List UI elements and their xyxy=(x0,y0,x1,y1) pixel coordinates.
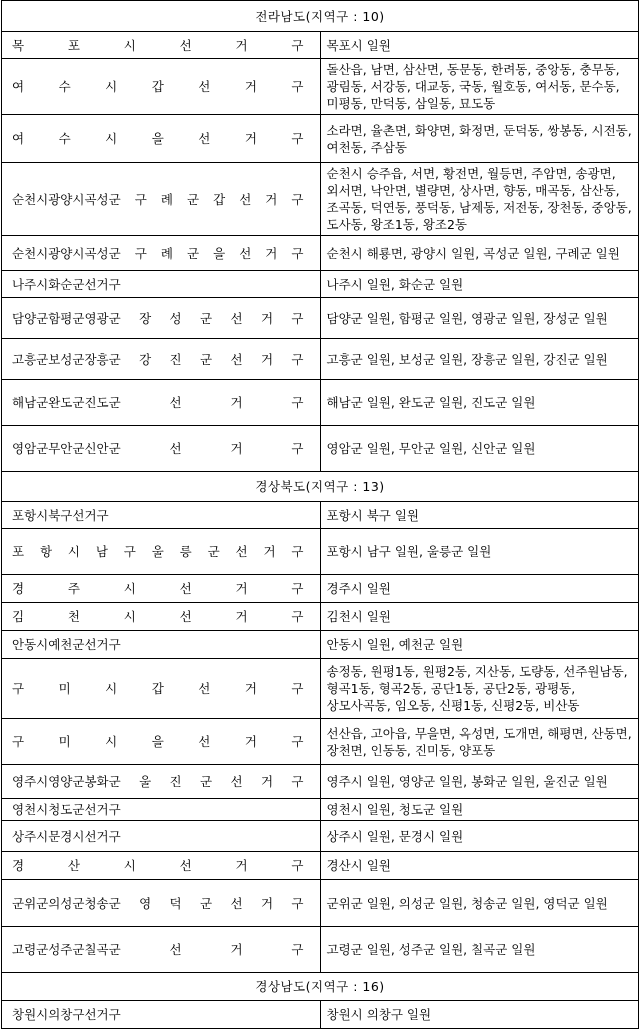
table-row xyxy=(2,1001,639,1029)
constituency-area: 고흥군 일원, 보성군 일원, 장흥군 일원, 강진군 일원 xyxy=(320,339,639,380)
constituency-name: 군위군의성군청송군 영 덕 군 선 거 구 xyxy=(2,880,321,927)
table-row xyxy=(2,32,639,59)
table-row xyxy=(2,163,639,236)
constituency-area: 고령군 일원, 성주군 일원, 칠곡군 일원 xyxy=(320,927,639,973)
table-row xyxy=(2,659,639,719)
table-row xyxy=(2,426,639,472)
table-row xyxy=(2,765,639,799)
constituency-name: 창원시의창구선거구 xyxy=(2,1001,321,1029)
constituency-name: 나주시화순군선거구 xyxy=(2,271,321,298)
table-row xyxy=(2,603,639,631)
constituency-area: 포항시 북구 일원 xyxy=(320,502,639,529)
constituency-area: 목포시 일원 xyxy=(320,32,639,59)
constituency-area: 군위군 일원, 의성군 일원, 청송군 일원, 영덕군 일원 xyxy=(320,880,639,927)
constituency-name: 안동시예천군선거구 xyxy=(2,631,321,659)
table-row xyxy=(2,575,639,603)
constituency-area: 선산읍, 고아읍, 무을면, 옥성면, 도개면, 해평면, 산동면, 장천면, 인동동, 진미동, 양포동 xyxy=(320,719,639,765)
constituency-area: 영주시 일원, 영양군 일원, 봉화군 일원, 울진군 일원 xyxy=(320,765,639,799)
constituency-area: 포항시 남구 일원, 울릉군 일원 xyxy=(320,529,639,575)
province-heading: 경상북도(지역구 : 13) xyxy=(2,472,639,502)
constituency-name: 경 산 시 선 거 구 xyxy=(2,852,321,880)
constituency-name: 김 천 시 선 거 구 xyxy=(2,603,321,631)
constituency-name: 구 미 시 을 선 거 구 xyxy=(2,719,321,765)
table-row xyxy=(2,115,639,163)
constituency-area: 순천시 해룡면, 광양시 일원, 곡성군 일원, 구례군 일원 xyxy=(320,236,639,271)
table-row xyxy=(2,339,639,380)
constituency-table-body xyxy=(2,1,639,1029)
constituency-name: 순천시광양시곡성군 구 례 군 을 선 거 구 xyxy=(2,236,321,271)
constituency-name: 목 포 시 선 거 구 xyxy=(2,32,321,59)
constituency-area: 김천시 일원 xyxy=(320,603,639,631)
constituency-name: 해남군완도군진도군 선 거 구 xyxy=(2,380,321,426)
constituency-name: 영천시청도군선거구 xyxy=(2,799,321,821)
table-row xyxy=(2,298,639,339)
constituency-area: 영천시 일원, 청도군 일원 xyxy=(320,799,639,821)
constituency-area: 해남군 일원, 완도군 일원, 진도군 일원 xyxy=(320,380,639,426)
constituency-name: 포 항 시 남 구 울 릉 군 선 거 구 xyxy=(2,529,321,575)
table-row xyxy=(2,502,639,529)
table-row xyxy=(2,852,639,880)
constituency-area: 안동시 일원, 예천군 일원 xyxy=(320,631,639,659)
table-row xyxy=(2,271,639,298)
constituency-name: 여 수 시 갑 선 거 구 xyxy=(2,59,321,115)
constituency-area: 담양군 일원, 함평군 일원, 영광군 일원, 장성군 일원 xyxy=(320,298,639,339)
province-heading: 전라남도(지역구 : 10) xyxy=(2,1,639,32)
table-row xyxy=(2,927,639,973)
constituency-name: 담양군함평군영광군 장 성 군 선 거 구 xyxy=(2,298,321,339)
constituency-name: 구 미 시 갑 선 거 구 xyxy=(2,659,321,719)
constituency-area: 상주시 일원, 문경시 일원 xyxy=(320,821,639,852)
constituency-name: 순천시광양시곡성군 구 례 군 갑 선 거 구 xyxy=(2,163,321,236)
constituency-name: 포항시북구선거구 xyxy=(2,502,321,529)
constituency-area: 나주시 일원, 화순군 일원 xyxy=(320,271,639,298)
table-row xyxy=(2,799,639,821)
section-header-row xyxy=(2,1,639,32)
constituency-area: 순천시 승주읍, 서면, 황전면, 월등면, 주암면, 송광면, 외서면, 낙안면, 별량면, 상사면, 향동, 매곡동, 삼산동, 조곡동, 덕연동, 풍덕동, 남제동, 저전동, 장천동, 중앙동, 도사동, 왕조1동, 왕조2동 xyxy=(320,163,639,236)
constituency-area: 돌산읍, 남면, 삼산면, 동문동, 한려동, 중앙동, 충무동, 광림동, 서강동, 대교동, 국동, 월호동, 여서동, 문수동, 미평동, 만덕동, 삼일동, 묘도동 xyxy=(320,59,639,115)
constituency-area: 창원시 의창구 일원 xyxy=(320,1001,639,1029)
constituency-name: 고흥군보성군장흥군 강 진 군 선 거 구 xyxy=(2,339,321,380)
constituency-area: 영암군 일원, 무안군 일원, 신안군 일원 xyxy=(320,426,639,472)
constituency-name: 여 수 시 을 선 거 구 xyxy=(2,115,321,163)
constituency-name: 고령군성주군칠곡군 선 거 구 xyxy=(2,927,321,973)
table-row xyxy=(2,380,639,426)
constituency-table xyxy=(1,0,639,1029)
table-row xyxy=(2,59,639,115)
table-row xyxy=(2,719,639,765)
constituency-name: 영주시영양군봉화군 울 진 군 선 거 구 xyxy=(2,765,321,799)
constituency-area: 경산시 일원 xyxy=(320,852,639,880)
table-row xyxy=(2,236,639,271)
constituency-name: 경 주 시 선 거 구 xyxy=(2,575,321,603)
constituency-area: 소라면, 율촌면, 화양면, 화정면, 둔덕동, 쌍봉동, 시전동, 여천동, 주삼동 xyxy=(320,115,639,163)
section-header-row xyxy=(2,973,639,1001)
table-row xyxy=(2,529,639,575)
constituency-area: 송정동, 원평1동, 원평2동, 지산동, 도량동, 선주원남동, 형곡1동, 형곡2동, 공단1동, 공단2동, 광평동, 상모사곡동, 임오동, 신평1동, 신평2동, 비산동 xyxy=(320,659,639,719)
constituency-area: 경주시 일원 xyxy=(320,575,639,603)
province-heading: 경상남도(지역구 : 16) xyxy=(2,973,639,1001)
table-row xyxy=(2,821,639,852)
table-row xyxy=(2,631,639,659)
table-row xyxy=(2,880,639,927)
section-header-row xyxy=(2,472,639,502)
constituency-name: 영암군무안군신안군 선 거 구 xyxy=(2,426,321,472)
constituency-name: 상주시문경시선거구 xyxy=(2,821,321,852)
